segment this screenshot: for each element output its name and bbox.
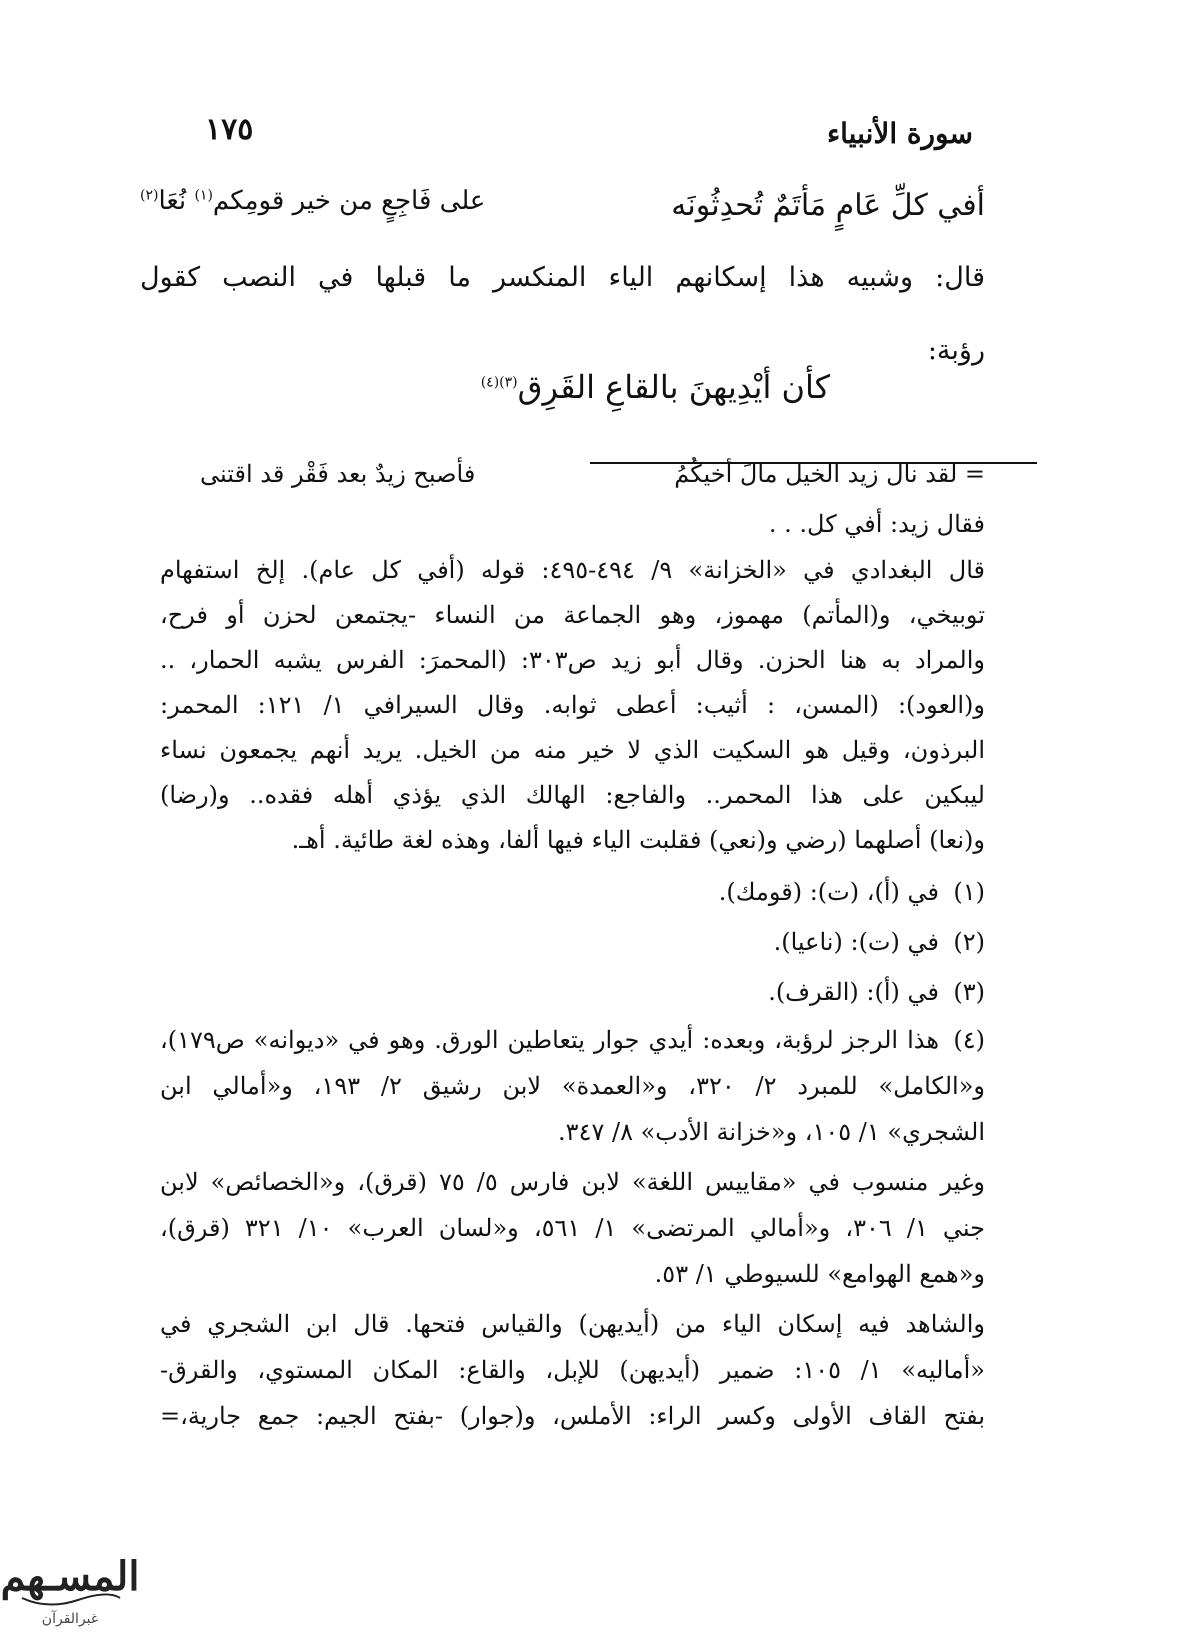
footnote-text: في (أ): (القرف). (768, 978, 939, 1006)
logo-sub-text: غبرالقرآن (41, 1611, 99, 1627)
footnote-number: (٢) (953, 928, 985, 956)
page-number: ١٧٥ (205, 112, 254, 147)
continuation-verse-a: = لقد نال زيد الخيل مالَ أخيكُمُ (674, 460, 985, 488)
unattributed-line: وغير منسوب في «مقاييس اللغة» لابن فارس ٥/ ٧٥ (قرق)، و«الخصائص» لابن (160, 1168, 985, 1196)
verse-second (140, 186, 485, 216)
baghdadi-line: ليبكين على هذا المحمر.. والفاجع: الهالك الذي يؤذي أهله فقده.. و(رضا) (160, 781, 985, 809)
body-line-2: رؤبة: (927, 335, 985, 366)
witness-line: بفتح القاف الأولى وكسر الراء: الأملس، و(جوار) -بفتح الجيم: جمع جارية،= (160, 1402, 986, 1430)
unattributed-line: و«همع الهوامع» للسيوطي ١/ ٥٣. (654, 1260, 985, 1288)
baghdadi-line: و(نعا) أصلهما (رضي و(نعي) فقلبت الياء فيها ألفا، وهذه لغة طائية. أهـ. (291, 826, 985, 854)
witness-line: والشاهد فيه إسكان الياء من (أيديهن) والقياس فتحها. قال ابن الشجري في (160, 1310, 985, 1338)
baghdadi-line: البرذون، وقيل هو السكيت الذي لا خير منه من الخيل. يريد أنهم يجمعون نساء (160, 736, 985, 764)
rajaz-line (481, 368, 830, 406)
baghdadi-line: والمراد به هنا الحزن. وقال أبو زيد ص٣٠٣: (المحمرَ: الفرس يشبه الحمار، .. (160, 646, 985, 674)
footnote-ref-4: (٤) (480, 374, 500, 391)
footnote-text: في (ت): (ناعيا). (773, 928, 939, 956)
baghdadi-line: توبيخي، و(المأتم) مهموز، وهو الجماعة من النساء -يجتمعن لحزن أو فرح، (160, 601, 985, 629)
verse-first-hemistich: أفي كلِّ عَامٍ مَأتَمٌ تُحدِثُونَه (671, 188, 985, 223)
rajaz-text: كأن أيْدِيهنَ بالقاعِ القَرِق (517, 368, 830, 406)
footnote-text: هذا الرجز لرؤبة، وبعده: أيدي جوار يتعاطين الورق. وهو في «ديوانه» ص١٧٩)، (160, 1026, 939, 1054)
continuation-verse-b: فأصبح زيدٌ بعد فَقْر قد اقتنى (200, 460, 476, 488)
baghdadi-line: و(العود): (المسن، : أثيب: أعطى ثوابه. وقال السيرافي ١/ ١٢١: المحمر: (160, 691, 986, 719)
unattributed-line: جني ١/ ٣٠٦، و«أمالي المرتضى» ١/ ٥٦١، و«لسان العرب» ١٠/ ٣٢١ (قرق)، (160, 1214, 986, 1242)
footnote-2 (774, 928, 985, 956)
footnote-number: (٣) (953, 978, 985, 1006)
verse-line (671, 188, 985, 223)
body-line-1: قال: وشبيه هذا إسكانهم الياء المنكسر ما قبلها في النصب كقول (140, 262, 985, 293)
footnote-3 (768, 978, 985, 1006)
verse-second-hemistich: على فَاجِعٍ من خير قومِكم (212, 186, 486, 216)
publisher-logo (0, 1528, 140, 1638)
footnote-4-line: و«الكامل» للمبرد ٢/ ٣٢٠، و«العمدة» لابن رشيق ٢/ ١٩٣، و«أمالي ابن (160, 1072, 986, 1100)
baghdadi-line: قال البغدادي في «الخزانة» ٩/ ٤٩٤-٤٩٥: قوله (أفي كل عام). إلخ استفهام (160, 556, 985, 584)
footnote-1 (719, 878, 985, 906)
footnote-ref-1: (١) (194, 187, 213, 204)
zayd-line: فقال زيد: أفي كل. . . (768, 510, 985, 538)
verse-tail-word: نُعَا (158, 186, 195, 216)
footnote-4-line: الشجري» ١/ ١٠٥، و«خزانة الأدب» ٨/ ٣٤٧. (558, 1118, 985, 1146)
running-title: سورة الأنبياء (826, 117, 973, 150)
footnote-text: في (أ)، (ت): (قومك). (718, 878, 939, 906)
logo-main-text: المسـهم (0, 1553, 140, 1600)
footnote-number: (١) (953, 878, 985, 906)
footnote-number: (٤) (953, 1026, 985, 1054)
footnote-4 (160, 1026, 985, 1054)
footnote-ref-3: (٣) (499, 374, 518, 391)
footnote-ref-2: (٢) (140, 187, 159, 204)
witness-line: «أماليه» ١/ ١٠٥: ضمير (أيديهن) للإبل، والقاع: المكان المستوي، والقرق- (160, 1356, 985, 1384)
